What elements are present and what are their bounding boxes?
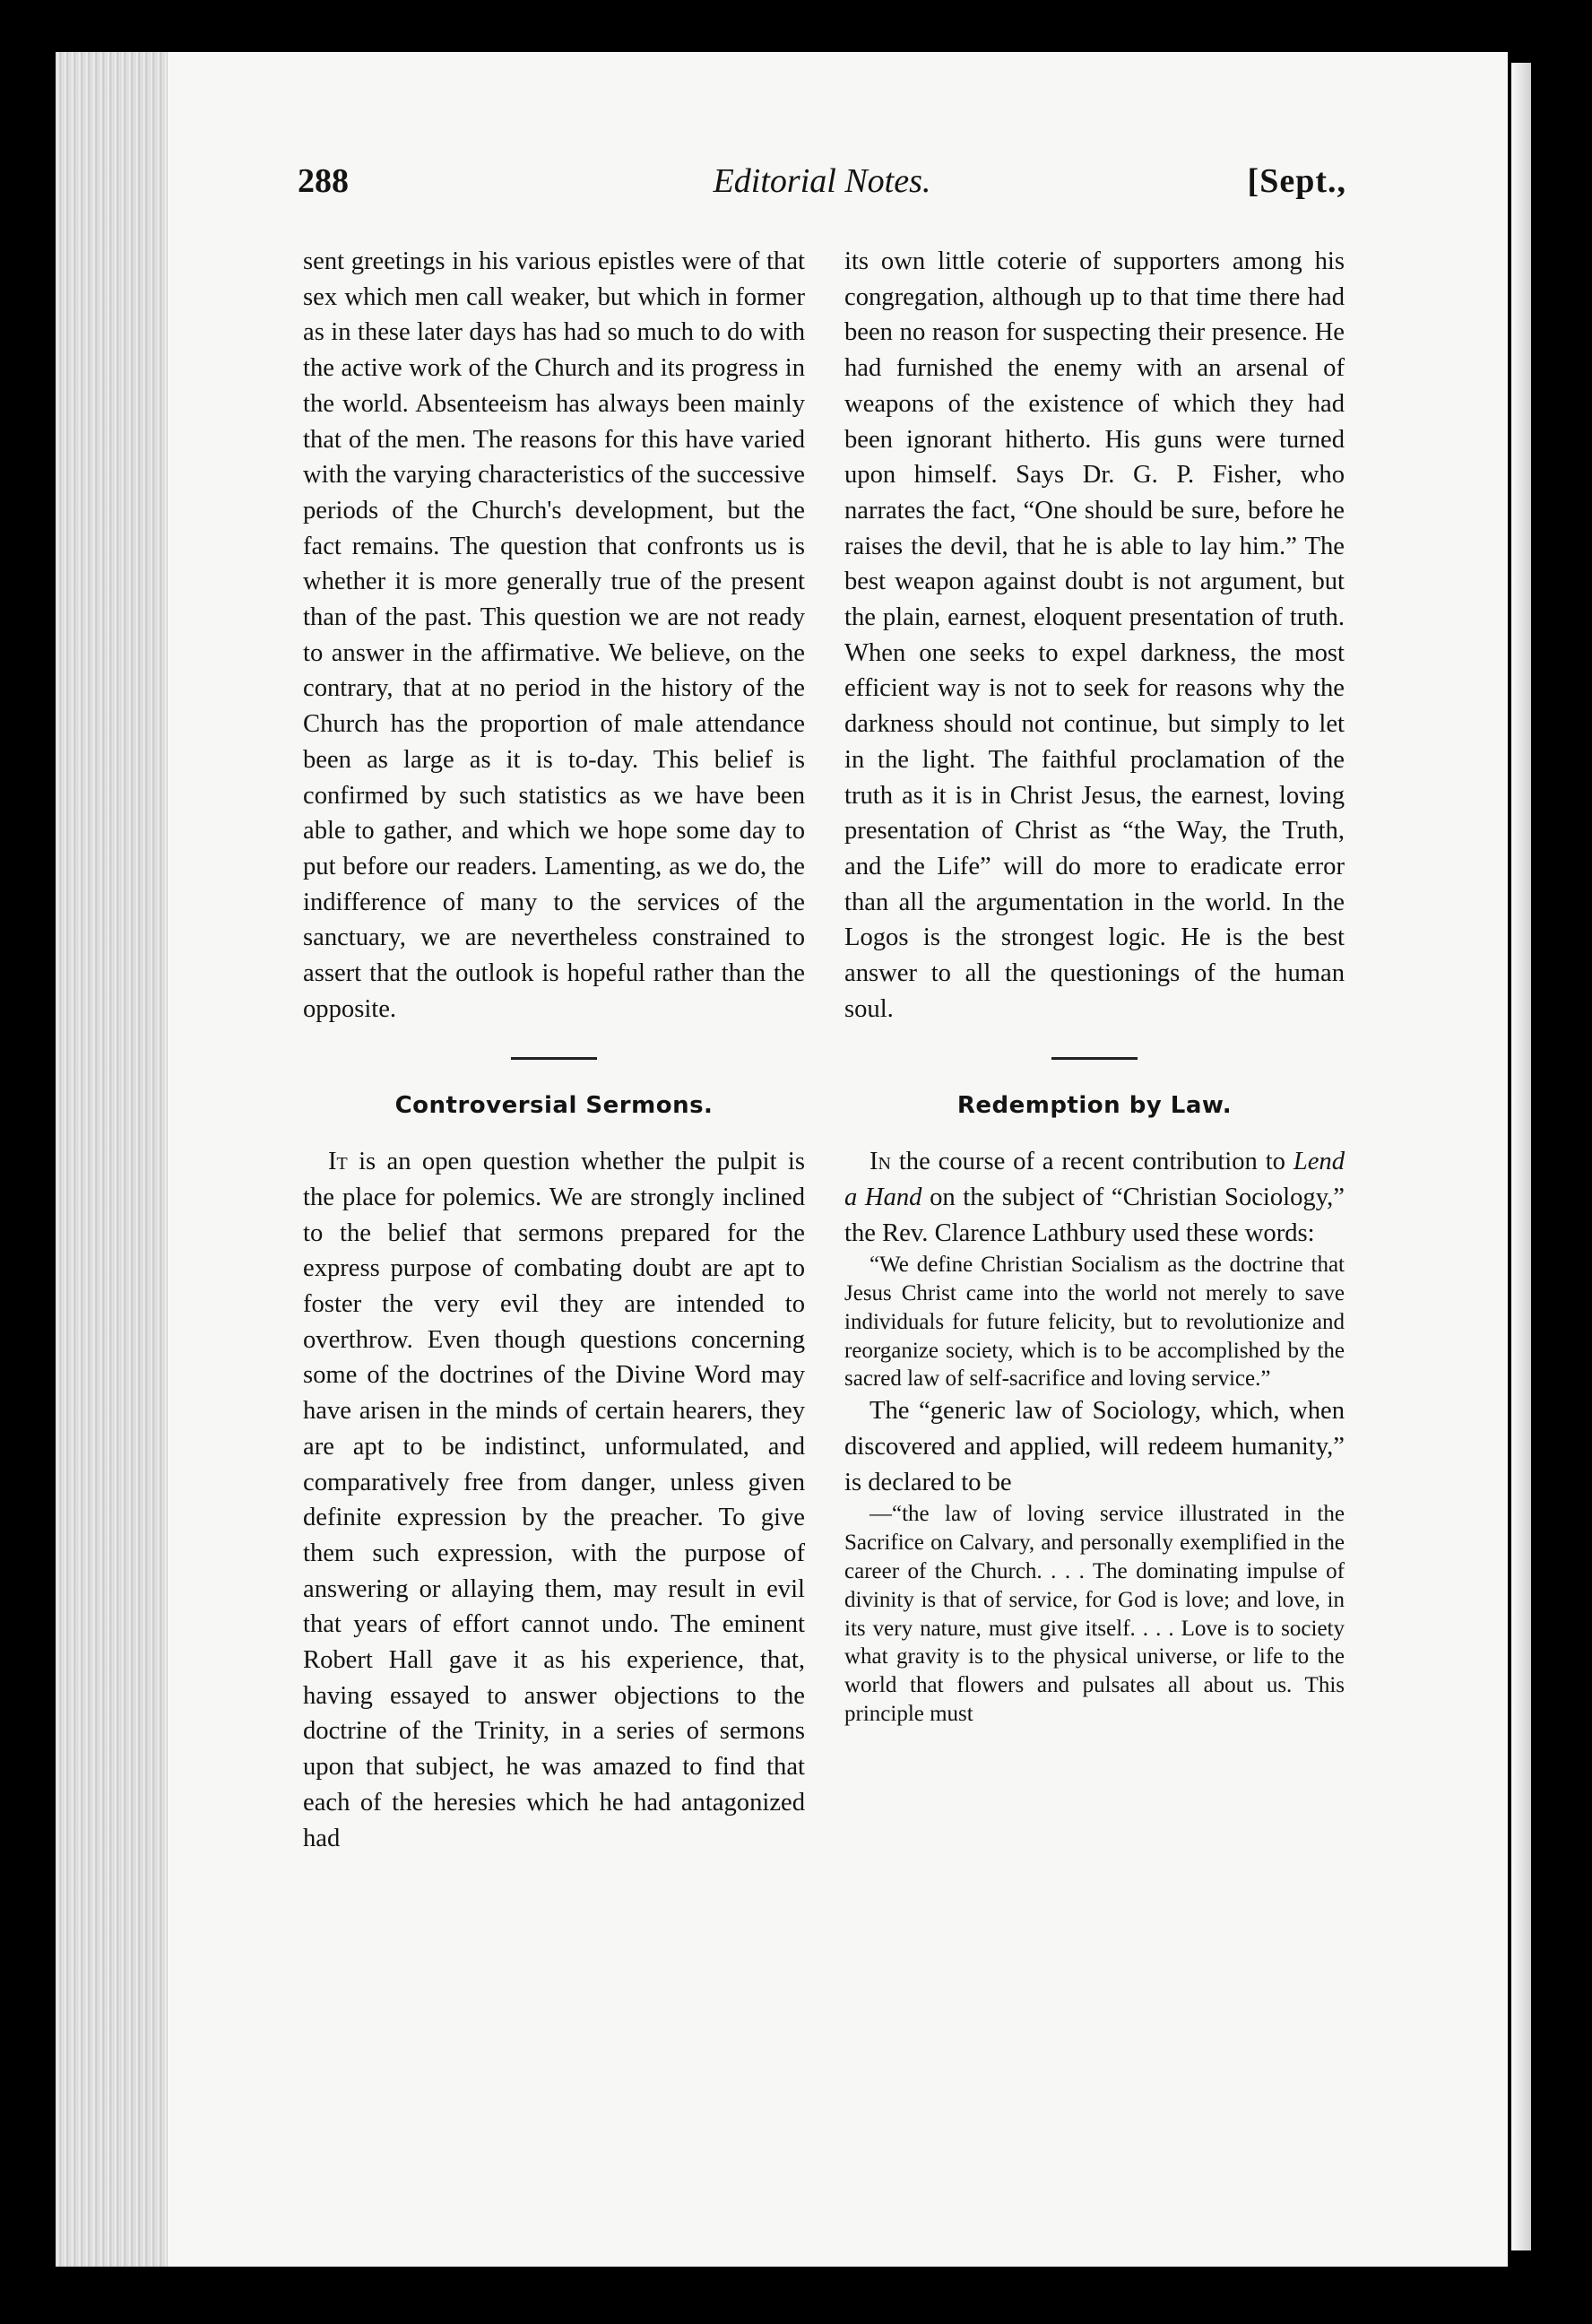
section-divider [1051, 1057, 1138, 1060]
lead-word: In [870, 1148, 891, 1176]
right-paragraph-1: its own little coterie of supporters among his congregation, although up to that time there had been no reason for suspecting their presence. He had furnished the enemy with an arsenal of weapons of the existence of which they had been ignorant hitherto. His guns were turned upon himself. Says Dr. G. P. Fisher, who narrates the fact, “One should be sure, before he raises the devil, that he is able to lay him.” The best weapon against doubt is not argument, but the plain, earnest, eloquent presentation of truth. When one seeks to expel darkness, the most efficient way is not to seek for reasons why the darkness should not continue, but simply to let in the light. The faithful proclamation of the truth as it is in Christ Jesus, the earnest, loving presentation of Christ as “the Way, the Truth, and the Life” will do more to eradicate error than all the argumentation in the world. In the Logos is the strongest logic. He is the best answer to all the questionings of the human soul. [844, 247, 1345, 1023]
lead-word: It [328, 1148, 348, 1176]
page-gutter [56, 52, 168, 2267]
running-header [298, 161, 1346, 215]
running-date: [Sept., [1247, 162, 1346, 200]
publication-title: Lend a Hand [844, 1148, 1345, 1211]
left-column [303, 244, 805, 1856]
section-heading-controversial-sermons: Controversial Sermons. [394, 1092, 714, 1120]
page-edge-strip [1511, 63, 1531, 2250]
left-paragraph-2 [303, 1144, 805, 1856]
left-paragraph-2-text: is an open question whether the pulpit is the place for polemics. We are strongly inclined to the belief that sermons prepared for the express purpose of combating doubt are apt to foster the very evil they are intended to overthrow. Even though questions concerning some of the doctrines of the Divine Word may have arisen in the minds of certain hearers, they are apt to be indistinct, unformulated, and comparatively free from danger, unless given definite expression by the preacher. To give them such expression, with the purpose of answering or allaying them, may result in evil that years of effort cannot undo. The eminent Robert Hall gave it as his experience, that, having essayed to answer objections to the doctrine of the Trinity, in a series of sermons upon that subject, he was amazed to find that each of the heresies which he had antagonized had [303, 1148, 805, 1852]
page-number: 288 [298, 162, 349, 200]
section-heading-redemption-by-law: Redemption by Law. [956, 1092, 1233, 1120]
block-quote-1: “We define Christian Socialism as the doctrine that Jesus Christ came into the world not merely to save individuals for future felicity, but to revolutionize and reorganize society, which is to be accomplished by the sacred law of self-sacrifice and loving service.” [844, 1253, 1345, 1392]
block-quote-2: —“the law of loving service illustrated in the Sacrifice on Calvary, and personally exemplified in the career of the Church. . . . The dominating impulse of divinity is that of service, for God is love; and love, in its very nature, must give itself. . . . Love is to society what gravity is to the physical universe, or life to the world that flowers and pulsates all about us. This principle must [844, 1502, 1345, 1726]
running-title: Editorial Notes. [713, 162, 931, 200]
right-paragraph-2-text-b: on the subject of “Christian Sociology,” the Rev. Clarence Lathbury used these words: [844, 1183, 1345, 1247]
section-divider [511, 1057, 597, 1060]
right-paragraph-2-text-a: the course of a recent contribution to [890, 1148, 1294, 1176]
right-column [844, 244, 1345, 1729]
right-paragraph-2 [844, 1144, 1345, 1251]
right-paragraph-3: The “generic law of Sociology, which, when discovered and applied, will redeem humanity,” is declared to be [844, 1397, 1345, 1496]
left-paragraph-1: sent greetings in his various epistles were of that sex which men call weaker, but which in former as in these later days has had so much to do with the active work of the Church and its progress in the world. Absenteeism has always been mainly that of the men. The reasons for this have varied with the varying characteristics of the successive periods of the Church's development, but the fact remains. The question that confronts us is whether it is more generally true of the present than of the past. This question we are not ready to answer in the affirmative. We believe, on the contrary, that at no period in the history of the Church has the proportion of male attendance been as large as it is to-day. This belief is confirmed by such statistics as we have been able to gather, and which we hope some day to put before our readers. Lamenting, as we do, the indifference of many to the services of the sanctuary, we are nevertheless constrained to assert that the outlook is hopeful rather than the opposite. [303, 247, 805, 1023]
